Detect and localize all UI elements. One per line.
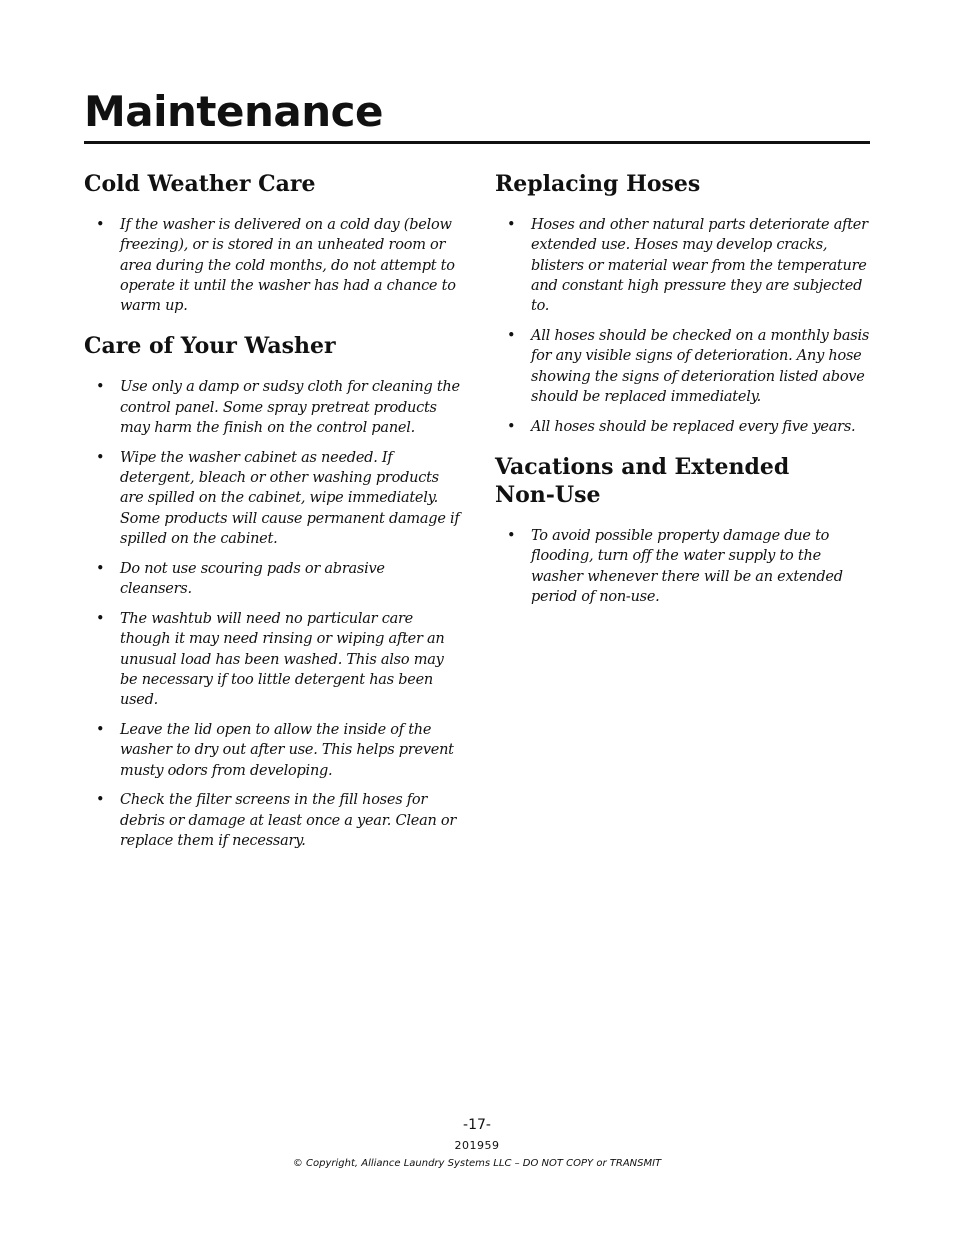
list-item-text: Use only a damp or sudsy cloth for cleaning the control panel. Some spray pretreat products may harm the finish on the control panel. xyxy=(120,379,460,437)
bullet-icon: • xyxy=(96,217,105,233)
list-item xyxy=(84,790,460,851)
list-item-text: Do not use scouring pads or abrasive cleansers. xyxy=(120,560,385,598)
bullet-list xyxy=(495,526,873,607)
section-heading: Replacing Hoses xyxy=(495,171,701,197)
bullet-icon: • xyxy=(507,418,516,435)
section-cold-weather-care xyxy=(84,170,460,316)
list-item xyxy=(84,559,460,600)
list-item-text: Check the filter screens in the fill hoses for debris or damage at least once a year. Clean or replace them if necessary. xyxy=(120,792,457,849)
bullet-list xyxy=(84,377,460,851)
left-column xyxy=(84,170,460,867)
bullet-icon: • xyxy=(96,449,105,466)
bullet-icon: • xyxy=(96,560,105,577)
list-item xyxy=(495,526,873,607)
page-number: -17- xyxy=(463,1117,491,1133)
list-item-text: Wipe the washer cabinet as needed. If detergent, bleach or other washing products are spilled on the cabinet, wipe immediately. Some products will cause permanent damage if spilled on the cabinet. xyxy=(120,449,460,548)
list-item xyxy=(495,215,873,316)
list-item xyxy=(84,215,460,316)
list-item-text: If the washer is delivered on a cold day (below freezing), or is stored in an unheated room or area during the cold months, do not attempt to operate it until the washer has had a chance to warm up. xyxy=(120,217,456,315)
list-item-text: Leave the lid open to allow the inside of the washer to dry out after use. This helps prevent musty odors from developing. xyxy=(120,721,454,779)
page-title: Maintenance xyxy=(84,87,384,136)
bullet-icon: • xyxy=(96,721,105,738)
list-item xyxy=(84,609,460,710)
list-item xyxy=(495,417,873,437)
bullet-icon: • xyxy=(96,792,105,809)
list-item xyxy=(495,326,873,407)
list-item-text: Hoses and other natural parts deteriorate after extended use. Hoses may develop cracks, blisters or material wear from the temperature and constant high pressure they are subjected to. xyxy=(531,217,868,315)
section-heading: Care of Your Washer xyxy=(84,333,336,360)
copyright-notice: © Copyright, Alliance Laundry Systems LLC – DO NOT COPY or TRANSMIT xyxy=(292,1158,662,1169)
section-replacing-hoses xyxy=(495,170,873,437)
section-heading: Vacations and Extended Non-Use xyxy=(495,453,790,508)
right-column xyxy=(495,170,873,623)
bullet-list xyxy=(495,215,873,437)
bullet-list xyxy=(84,215,460,316)
document-number: 201959 xyxy=(454,1139,500,1152)
bullet-icon: • xyxy=(507,217,516,233)
section-vacations-and-extended-non-use xyxy=(495,453,873,607)
list-item xyxy=(84,448,460,549)
list-item-text: All hoses should be replaced every five years. xyxy=(531,418,856,435)
section-care-of-your-washer xyxy=(84,332,460,851)
bullet-icon: • xyxy=(96,379,105,396)
list-item xyxy=(84,720,460,781)
list-item-text: To avoid possible property damage due to flooding, turn off the water supply to the washer whenever there will be an extended period of non-use. xyxy=(531,527,843,605)
bullet-icon: • xyxy=(507,527,516,544)
list-item-text: All hoses should be checked on a monthly basis for any visible signs of deterioration. Any hose showing the signs of deterioration listed above should be replaced immediately. xyxy=(531,327,870,405)
bullet-icon: • xyxy=(507,327,516,344)
section-heading: Cold Weather Care xyxy=(84,171,316,197)
list-item xyxy=(84,377,460,438)
title-divider xyxy=(84,141,870,144)
list-item-text: The washtub will need no particular care though it may need rinsing or wiping after an unusual load has been washed. This also may be necessary if too little detergent has been used. xyxy=(120,610,445,709)
bullet-icon: • xyxy=(96,610,105,627)
